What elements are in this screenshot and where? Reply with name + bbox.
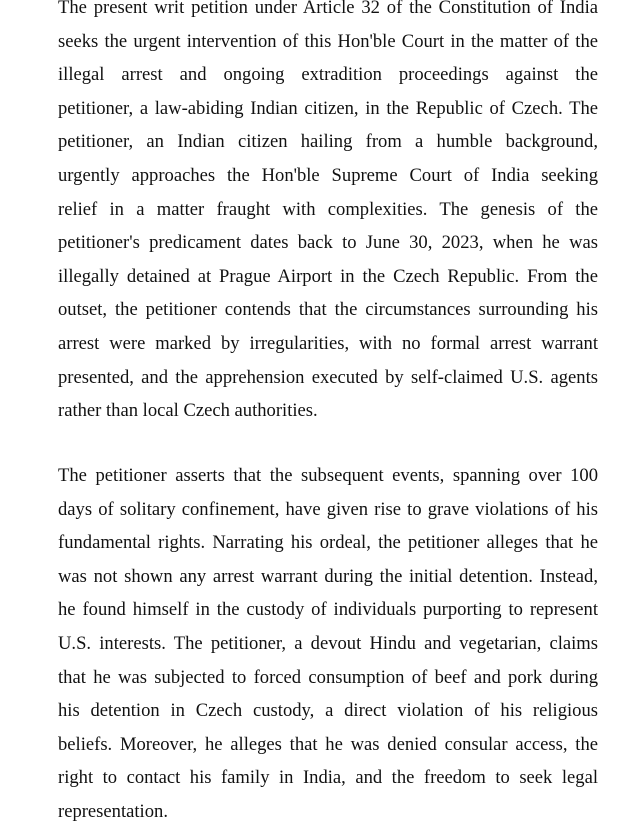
- text-line: outset, the petitioner contends that the circumstances surrounding his: [58, 299, 598, 321]
- text-line: The petitioner asserts that the subsequent events, spanning over 100: [58, 465, 598, 486]
- text-line: seeks the urgent intervention of this Hon'ble Court in the matter of the: [58, 30, 598, 52]
- text-line: presented, and the apprehension executed by self-claimed U.S. agents: [58, 366, 598, 388]
- text-line: that he was subjected to forced consumption of beef and pork during: [58, 666, 598, 688]
- text-line: arrest were marked by irregularities, with no formal arrest warrant: [58, 332, 598, 354]
- text-line: The present writ petition under Article 32 of the Constitution of India: [58, 0, 598, 18]
- text-line: beliefs. Moreover, he alleges that he was denied consular access, the: [58, 733, 598, 755]
- text-line: illegally detained at Prague Airport in the Czech Republic. From the: [58, 265, 598, 287]
- text-line: U.S. interests. The petitioner, a devout Hindu and vegetarian, claims: [58, 632, 598, 654]
- text-line: representation.: [58, 800, 168, 822]
- text-line: urgently approaches the Hon'ble Supreme Court of India seeking: [58, 164, 598, 186]
- text-line: relief in a matter fraught with complexities. The genesis of the: [58, 198, 598, 220]
- text-line: was not shown any arrest warrant during the initial detention. Instead,: [58, 565, 598, 587]
- text-line: illegal arrest and ongoing extradition proceedings against the: [58, 64, 598, 86]
- text-line: petitioner, a law-abiding Indian citizen, in the Republic of Czech. The: [58, 97, 598, 119]
- text-line: his detention in Czech custody, a direct violation of his religious: [58, 700, 598, 722]
- text-line: he found himself in the custody of individuals purporting to represent: [58, 599, 598, 621]
- text-line: petitioner's predicament dates back to June 30, 2023, when he was: [58, 232, 598, 254]
- paragraph-2: [58, 459, 598, 829]
- text-line: rather than local Czech authorities.: [58, 400, 318, 422]
- text-line: days of solitary confinement, have given rise to grave violations of his: [58, 498, 598, 520]
- text-line: petitioner, an Indian citizen hailing from a humble background,: [58, 131, 598, 153]
- text-line: fundamental rights. Narrating his ordeal, the petitioner alleges that he: [58, 532, 598, 554]
- text-line: right to contact his family in India, and the freedom to seek legal: [58, 767, 598, 789]
- paragraph-1: [58, 0, 598, 428]
